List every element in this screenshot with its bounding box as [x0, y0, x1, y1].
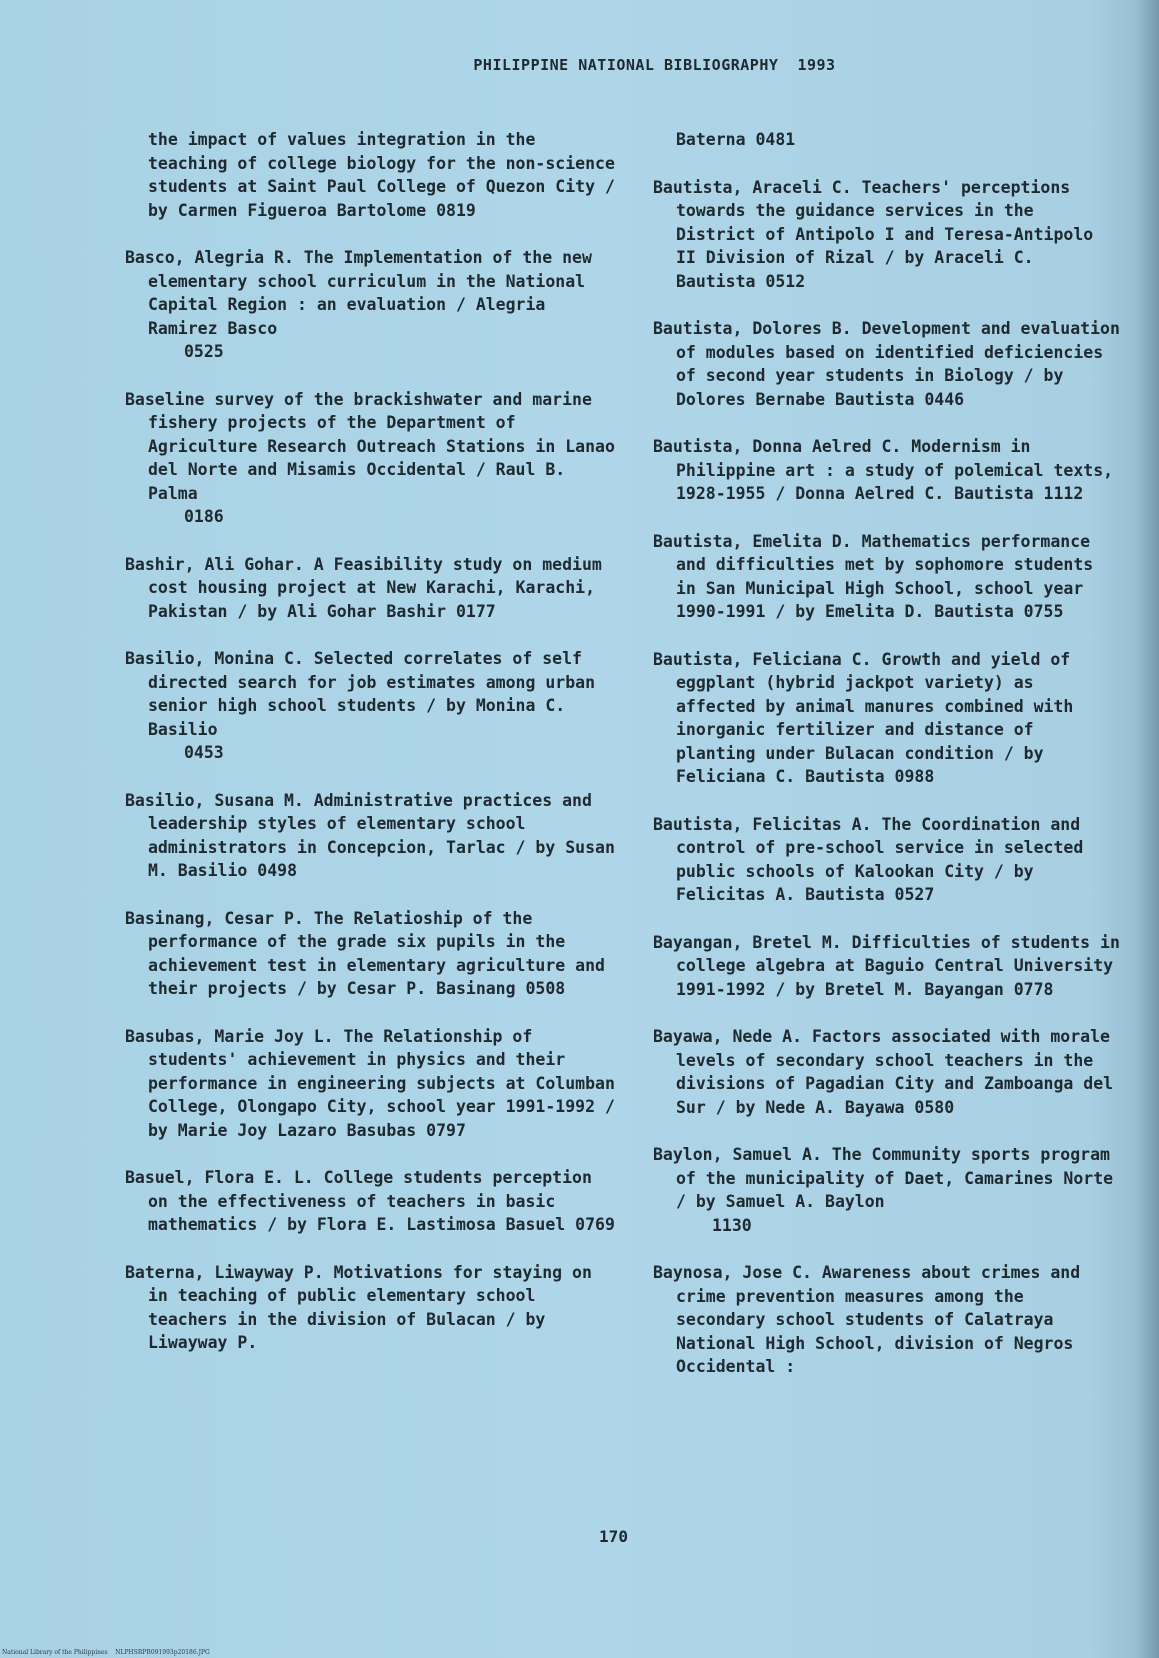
- bibliography-entry: [653, 530, 1123, 624]
- entry-text: Bashir, Ali Gohar. A Feasibility study on medium cost housing project at New Karachi, Karachi, Pakistan / by Ali Gohar Bashir 0177: [125, 554, 602, 621]
- entry-text: Baynosa, Jose C. Awareness about crimes and crime prevention measures among the secondary school students of Calatraya National High School, division of Negros Occidental :: [653, 1263, 1081, 1376]
- entry-text: Basuel, Flora E. L. College students perception on the effectiveness of teachers in basic mathematics / by Flora E. Lastimosa Basuel 0769: [125, 1168, 615, 1234]
- entry-text: Bautista, Donna Aelred C. Modernism in Philippine art : a study of polemical texts, 1928-1955 / Donna Aelred C. Bautista 1112: [653, 437, 1114, 503]
- bibliography-entry: [125, 1261, 615, 1355]
- entry-text: Baterna 0481: [676, 130, 796, 149]
- entry-text: Baseline survey of the brackishwater and marine fishery projects of the Department of Agriculture Research Outreach Stations in Lanao del Norte and Misamis Occidental / Raul B. Palma: [125, 389, 615, 503]
- entry-text: Basilio, Susana M. Administrative practices and leadership styles of elementary school administrators in Concepcion, Tarlac / by Susan M. Basilio 0498: [125, 790, 615, 880]
- entry-number: 1130: [712, 1215, 752, 1235]
- entry-text: Baterna, Liwayway P. Motivations for staying on in teaching of public elementary school teachers in the division of Bulacan / by Liwayway P.: [125, 1262, 592, 1352]
- page-edge-shadow: [1137, 0, 1159, 1658]
- bibliography-entry: [125, 1025, 615, 1143]
- bibliography-entry: [653, 128, 1123, 152]
- bibliography-entry: [653, 931, 1123, 1002]
- bibliography-entry: [653, 813, 1123, 907]
- scan-credit: National Library of the Philippines NLPHSRPB091993p20186.JPG: [2, 1649, 210, 1656]
- entry-text: Bautista, Feliciana C. Growth and yield of eggplant (hybrid jackpot variety) as affected by animal manures combined with inorganic fertilizer and distance of planting under Bulacan condition / by Feliciana C. Bautista 0988: [653, 649, 1074, 786]
- bibliography-entry: [125, 553, 615, 624]
- page-number: 170: [599, 1527, 628, 1546]
- bibliography-entry: [125, 647, 615, 765]
- bibliography-entry: [125, 907, 615, 1001]
- entry-text: Bautista, Dolores B. Development and evaluation of modules based on identified deficiencies of second year students in Biology / by Dolores Bernabe Bautista 0446: [653, 319, 1120, 409]
- entry-text: Basinang, Cesar P. The Relatioship of the performance of the grade six pupils in the achievement test in elementary agriculture and their projects / by Cesar P. Basinang 0508: [125, 908, 605, 998]
- bibliography-entry: [125, 128, 615, 222]
- bibliography-entry: [653, 1025, 1123, 1119]
- entry-text: Bayawa, Nede A. Factors associated with morale levels of secondary school teachers in the divisions of Pagadian City and Zamboanga del Sur / by Nede A. Bayawa 0580: [653, 1027, 1114, 1117]
- right-column: [653, 128, 1123, 1403]
- entry-number: 0186: [184, 507, 224, 526]
- bibliography-entry: [125, 388, 615, 529]
- left-column: [125, 128, 615, 1379]
- bibliography-entry: [653, 176, 1123, 294]
- entry-text: Bautista, Araceli C. Teachers' perceptions towards the guidance services in the District of Antipolo I and Teresa-Antipolo II Division of Rizal / by Araceli C. Bautista 0512: [653, 177, 1094, 291]
- entry-text: Basco, Alegria R. The Implementation of the new elementary school curriculum in the National Capital Region : an evaluation / Alegria Ramirez Basco: [125, 248, 592, 338]
- bibliography-entry: [125, 789, 615, 883]
- entry-text: Basilio, Monina C. Selected correlates of self directed search for job estimates among urban senior high school students / by Monina C. Basilio: [125, 649, 596, 739]
- bibliography-entry: [653, 648, 1123, 789]
- entry-text: Bayangan, Bretel M. Difficulties of students in college algebra at Baguio Central University 1991-1992 / by Bretel M. Bayangan 0778: [653, 932, 1120, 999]
- bibliography-entry: [653, 1261, 1123, 1379]
- bibliography-entry: [653, 317, 1123, 411]
- entry-number: 0453: [184, 743, 224, 762]
- bibliography-entry: [653, 1143, 1123, 1237]
- entry-text: Bautista, Emelita D. Mathematics performance and difficulties met by sophomore students in San Municipal High School, school year 1990-1991 / by Emelita D. Bautista 0755: [653, 531, 1094, 621]
- running-header: PHILIPPINE NATIONAL BIBLIOGRAPHY 1993: [473, 56, 836, 74]
- entry-number: 0525: [184, 342, 224, 361]
- entry-text: Baylon, Samuel A. The Community sports program of the municipality of Daet, Camarines Norte / by Samuel A. Baylon: [653, 1145, 1114, 1211]
- bibliography-entry: [125, 246, 615, 364]
- bibliography-entry: [125, 1166, 615, 1237]
- entry-text: the impact of values integration in the teaching of college biology for the non-science students at Saint Paul College of Quezon City / by Carmen Figueroa Bartolome 0819: [148, 130, 615, 220]
- entry-text: Bautista, Felicitas A. The Coordination and control of pre-school service in selected public schools of Kalookan City / by Felicitas A. Bautista 0527: [653, 814, 1084, 904]
- entry-text: Basubas, Marie Joy L. The Relationship of students' achievement in physics and their performance in engineering subjects at Columban College, Olongapo City, school year 1991-1992 / by Marie Joy Lazaro Basubas 0797: [125, 1026, 615, 1140]
- bibliography-entry: [653, 435, 1123, 506]
